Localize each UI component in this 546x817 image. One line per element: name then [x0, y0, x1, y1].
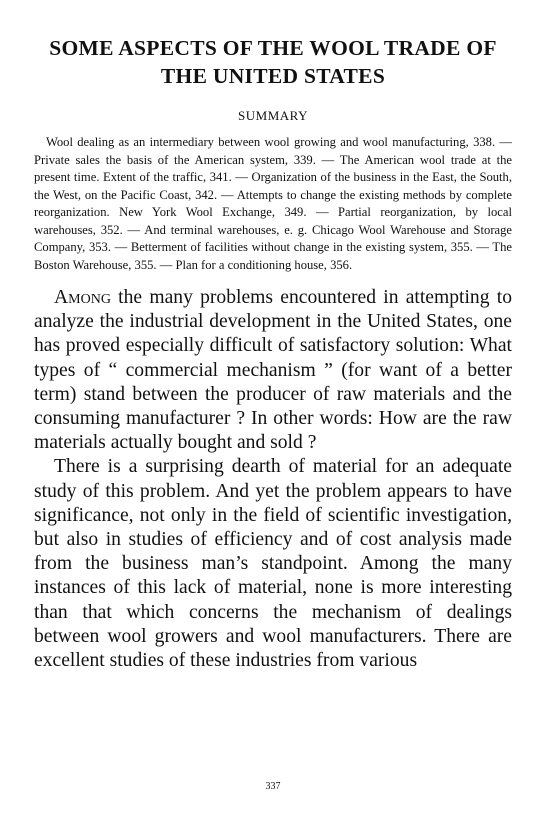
summary-heading: SUMMARY [238, 108, 308, 123]
page-number: 337 [265, 781, 281, 792]
title-line-1: SOME ASPECTS OF THE WOOL TRADE OF [49, 36, 497, 60]
article-title [34, 34, 512, 90]
body-paragraph-1 [34, 286, 512, 455]
title-line-2: THE UNITED STATES [160, 64, 386, 88]
paragraph-1-text: the many problems encountered in attempting to analyze the industrial development in the United States, one has proved especially difficult of satisfactory solution: What types of “ commercial mechanism ” (for want of a better term) stand between the producer of raw materials and the consuming manufacturer ? In other words: How are the raw materials actually bought and sold ? [34, 287, 512, 454]
page-content [34, 34, 512, 673]
body-paragraph-2: There is a surprising dearth of material for an adequate study of this problem. And yet the problem appears to have significance, not only in the field of scientific investigation, but also in studies of efficiency and of cost analysis made from the business man’s standpoint. Among the many instances of this lack of material, none is more interesting than that which concerns the mechanism of dealings between wool growers and wool manufacturers. There are excellent studies of these industries from various [34, 456, 512, 672]
paragraph-lead-word: Among [54, 287, 111, 308]
summary-paragraph: Wool dealing as an intermediary between wool growing and wool manufacturing, 338. — Private sales the basis of the American system, 339. — The American wool trade at the present time. Extent of the traffic, 341. — Organization of the business in the East, the South, the West, on the Pacific Coast, 342. — Attempts to change the existing methods by complete reorganization. New York Wool Exchange, 349. — Partial reorganization, by local warehouses, 352. — And terminal warehouses, e. g. Chicago Wool Warehouse and Storage Company, 353. — Betterment of facilities without change in the existing system, 355. — The Boston Warehouse, 355. — Plan for a conditioning house, 356. [34, 135, 512, 272]
